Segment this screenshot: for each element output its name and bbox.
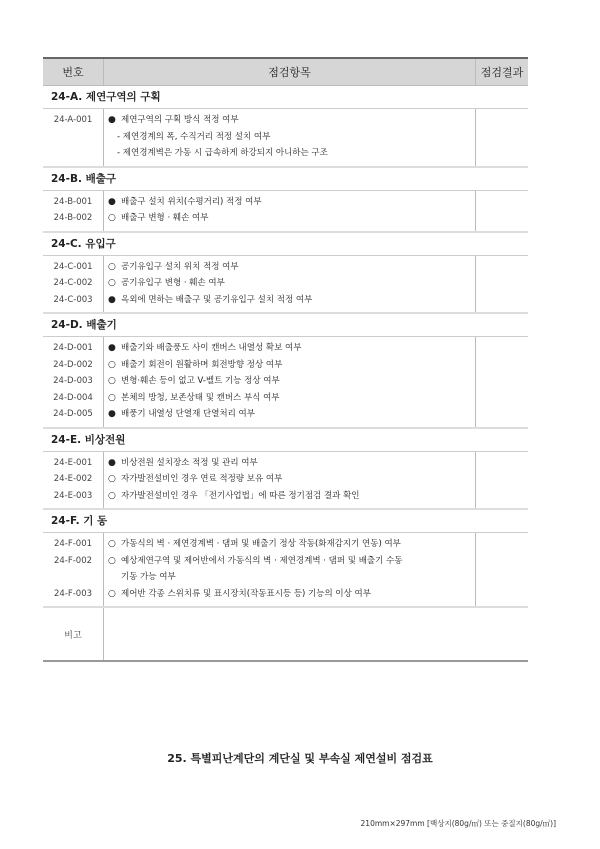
code-column [43, 256, 103, 313]
section-heading: 24-D. 배출기 [43, 314, 528, 337]
section-heading: 24-F. 기 동 [43, 510, 528, 533]
header-item: 점검항목 [103, 59, 476, 85]
item-code: 24-D-005 [53, 409, 93, 419]
checklist-item [108, 292, 475, 309]
empty-circle-icon: ○ [108, 474, 116, 484]
result-cell[interactable] [476, 452, 528, 509]
code-column [43, 533, 103, 606]
section-body [43, 452, 528, 511]
item-code: 24-D-004 [53, 392, 93, 403]
item-text: 공기유입구 변형 · 훼손 여부 [121, 278, 225, 288]
code-spacer [43, 129, 103, 146]
item-text: 배출구 변형 · 훼손 여부 [121, 213, 209, 223]
item-code: 24-B-001 [53, 196, 93, 207]
checklist-item [108, 194, 475, 211]
item-column [103, 191, 476, 231]
item-text: 제어반 각종 스위치류 및 표시장치(작동표시등 등) 기능의 이상 여부 [121, 588, 371, 599]
sub-item-text: - 제연경계의 폭, 수직거리 적정 설치 여부 [117, 131, 271, 142]
empty-circle-icon: ○ [108, 555, 116, 566]
item-column [103, 452, 476, 509]
empty-circle-icon: ○ [108, 539, 116, 549]
item-text: 배출기와 배출풍도 사이 캔버스 내열성 확보 여부 [121, 343, 302, 353]
checklist-item [108, 471, 475, 488]
empty-circle-icon: ○ [108, 261, 116, 272]
item-text: 본체의 방청, 보존상태 및 캔버스 부식 여부 [121, 392, 280, 403]
checklist-item [108, 259, 475, 276]
empty-circle-icon: ○ [108, 213, 116, 223]
header-result: 점검결과 [480, 66, 524, 79]
section-body [43, 109, 528, 168]
item-text: 자가발전설비인 경우 연료 적정량 보유 여부 [121, 474, 283, 484]
empty-circle-icon: ○ [108, 490, 116, 501]
section-heading: 24-C. 유입구 [43, 233, 528, 256]
result-cell[interactable] [476, 109, 528, 166]
checklist-item [108, 112, 475, 129]
inspection-table [43, 57, 528, 662]
section-body [43, 337, 528, 429]
item-code: 24-D-003 [53, 376, 93, 386]
code-spacer [43, 145, 103, 162]
item-code: 24-E-003 [53, 490, 93, 501]
item-text: 비상전원 설치장소 적정 및 관리 여부 [121, 457, 258, 468]
code-spacer [43, 569, 103, 586]
paper-spec-footer: 210mm×297mm [백상지(80g/㎡) 또는 중질지(80g/㎡)] [360, 819, 556, 828]
item-text: 가동식의 벽 · 제연경계벽 · 댐퍼 및 배출기 정상 작동(화재감지기 연동) 여부 [121, 539, 401, 549]
item-text: 공기유입구 설치 위치 적정 여부 [121, 261, 239, 272]
item-column [103, 256, 476, 313]
checklist-item [108, 390, 475, 407]
result-cell[interactable] [476, 337, 528, 427]
checklist-item [108, 553, 475, 570]
result-cell[interactable] [476, 533, 528, 606]
item-text: 배출구 설치 위치(수평거리) 적정 여부 [121, 196, 262, 207]
filled-circle-icon: ● [108, 294, 116, 305]
filled-circle-icon: ● [108, 457, 116, 468]
checklist-item [108, 586, 475, 603]
checklist-item [108, 455, 475, 472]
item-code: 24-B-002 [53, 213, 93, 223]
filled-circle-icon: ● [108, 343, 116, 353]
section-heading: 24-E. 비상전원 [43, 429, 528, 452]
sub-item-text: - 제연경계벽은 가동 시 급속하게 하강되지 아니하는 구조 [117, 148, 328, 158]
item-code: 24-E-001 [53, 457, 93, 468]
item-code: 24-D-001 [53, 343, 93, 353]
filled-circle-icon: ● [108, 409, 116, 419]
item-text: 옥외에 면하는 배출구 및 공기유입구 설치 적정 여부 [121, 294, 313, 305]
item-code: 24-F-002 [53, 555, 93, 566]
item-code: 24-C-003 [53, 294, 93, 305]
item-text: 배출기 회전이 원활하며 회전방향 정상 여부 [121, 359, 283, 370]
checklist-item [108, 275, 475, 292]
code-column [43, 109, 103, 166]
section-body [43, 191, 528, 233]
item-code: 24-C-002 [53, 278, 93, 288]
checklist-item [108, 357, 475, 374]
header-no: 번호 [62, 66, 84, 79]
item-text: 변형·훼손 등이 없고 V-벨트 기능 정상 여부 [121, 376, 280, 386]
item-column [103, 533, 476, 606]
item-text-continued: 기동 가능 여부 [121, 572, 176, 582]
empty-circle-icon: ○ [108, 392, 116, 403]
item-text: 자가발전설비인 경우 「전기사업법」에 따른 정기점검 결과 확인 [121, 490, 360, 501]
section-heading: 24-B. 배출구 [43, 168, 528, 191]
checklist-item [108, 536, 475, 553]
section-body [43, 256, 528, 315]
item-code: 24-F-001 [53, 539, 93, 549]
item-text: 예상제연구역 및 제어반에서 가동식의 벽 · 제연경계벽 · 댐퍼 및 배출기 수동 [121, 555, 403, 566]
item-column [103, 109, 476, 166]
next-section-title: 25. 특별피난계단의 계단실 및 부속실 제연설비 점검표 [167, 752, 433, 765]
empty-circle-icon: ○ [108, 278, 116, 288]
checklist-item [108, 488, 475, 505]
empty-circle-icon: ○ [108, 376, 116, 386]
section-heading: 24-A. 제연구역의 구획 [43, 86, 528, 109]
item-code: 24-C-001 [53, 261, 93, 272]
checklist-item [108, 406, 475, 423]
code-column [43, 337, 103, 427]
code-column [43, 191, 103, 231]
empty-circle-icon: ○ [108, 359, 116, 370]
checklist-item [108, 373, 475, 390]
section-body [43, 533, 528, 608]
result-cell[interactable] [476, 256, 528, 313]
remark-label: 비고 [64, 630, 82, 641]
item-text: 배풍기 내열성 단열재 단열처리 여부 [121, 409, 255, 419]
item-code: 24-E-002 [53, 474, 93, 484]
filled-circle-icon: ● [108, 115, 116, 125]
checklist-item [108, 210, 475, 227]
empty-circle-icon: ○ [108, 588, 116, 599]
remark-row [43, 608, 528, 662]
item-code: 24-D-002 [53, 359, 93, 370]
remark-field[interactable] [103, 608, 528, 660]
item-code: 24-F-003 [53, 588, 93, 599]
table-header [43, 59, 528, 86]
filled-circle-icon: ● [108, 196, 116, 207]
code-column [43, 452, 103, 509]
item-text: 제연구역의 구획 방식 적정 여부 [121, 115, 239, 125]
result-cell[interactable] [476, 191, 528, 231]
checklist-item [108, 340, 475, 357]
item-column [103, 337, 476, 427]
item-code: 24-A-001 [53, 115, 93, 125]
